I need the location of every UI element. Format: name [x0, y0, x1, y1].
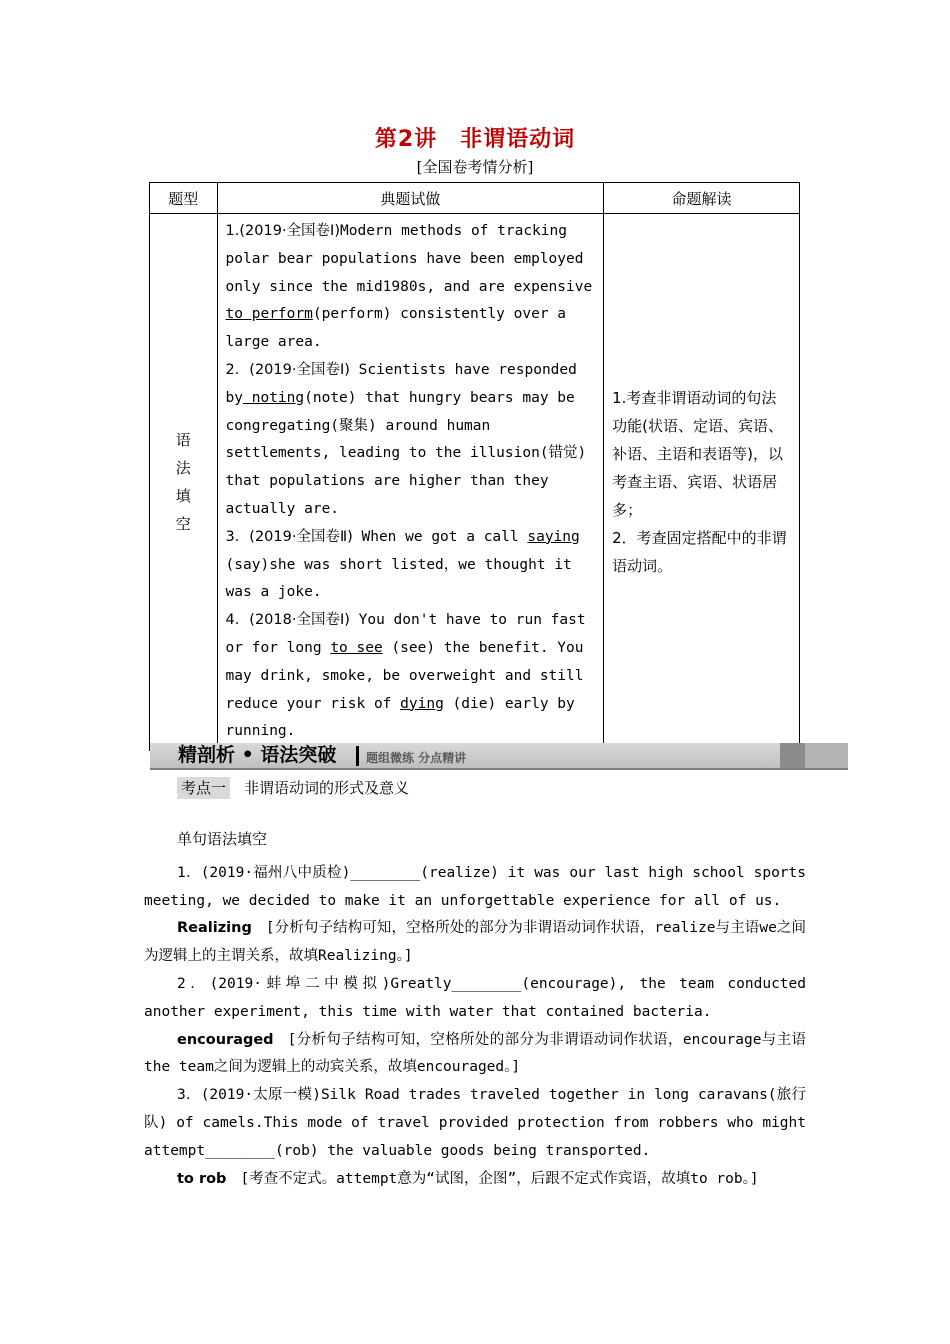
header-questions: 典题试做 — [217, 183, 604, 214]
banner-rule — [150, 768, 848, 770]
answer-key: encouraged — [177, 1031, 274, 1048]
type-char: 空 — [175, 515, 191, 534]
question-item: 2．(2019·全国卷Ⅰ) Scientists have responded by noting(note) that hungry bears may be congregating(聚集) around human settlements, leading to the illusion(错觉) that populations are higher than they actually are. — [225, 361, 587, 517]
page-title: 第2讲 非谓语动词 — [374, 127, 576, 152]
key-point-label: 考点一 — [177, 777, 230, 799]
questions-cell — [217, 214, 604, 751]
answer-explanation: [分析句子结构可知，空格所处的部分为非谓语动词作状语，realize与主语we之间为逻辑上的主谓关系，故填Realizing。] — [144, 920, 806, 965]
exercise-answer — [144, 1166, 806, 1194]
page-subtitle: [全国卷考情分析] — [416, 158, 534, 176]
exercise-question: 2．(2019·蚌埠二中模拟)Greatly________(encourage), the team conducted another experiment, this time with water that contained bacteria. — [144, 975, 806, 1020]
exercise-question: 3．(2019·太原一模)Silk Road trades traveled together in long caravans(旅行队) of camels.This mode of travel provided protection from robbers who might attempt________(rob) the valuable goods being transported. — [144, 1087, 806, 1159]
answer-text: dying — [400, 695, 444, 712]
type-label — [174, 426, 192, 538]
answer-text: noting — [243, 389, 305, 406]
section-banner — [150, 743, 848, 770]
banner-title: 精剖析 • 语法突破 — [178, 744, 337, 766]
analysis-item: 1.考查非谓语动词的句法功能(状语、定语、宾语、补语、主语和表语等)，以考查主语、宾语、状语居多； — [612, 389, 783, 520]
answer-explanation: [考查不定式。attempt意为“试图，企图”，后跟不定式作宾语，故填to rob。] — [240, 1170, 759, 1187]
type-char: 填 — [175, 487, 191, 506]
analysis-cell — [604, 214, 800, 751]
key-point-text: 非谓语动词的形式及意义 — [244, 779, 410, 797]
type-char: 法 — [175, 459, 191, 478]
answer-key: to rob — [177, 1170, 227, 1187]
banner-light-block — [805, 743, 848, 768]
table-row — [150, 214, 800, 751]
section-heading: 单句语法填空 — [177, 830, 268, 848]
analysis-item: 2．考查固定搭配中的非谓语动词。 — [612, 529, 787, 576]
banner-tagline: 题组微练 分点精讲 — [366, 751, 467, 765]
header-type: 题型 — [150, 183, 218, 214]
answer-key: Realizing — [177, 920, 252, 937]
type-cell — [150, 214, 218, 751]
banner-separator — [356, 746, 359, 766]
exercise-question: 1．(2019·福州八中质检)________(realize) it was our last high school sports meeting, we decided to make it an unforgettable experience for all of us. — [144, 864, 806, 909]
key-point-heading — [177, 777, 409, 798]
exercise-section — [144, 826, 806, 1193]
table-header-row — [150, 183, 800, 214]
exercise-answer — [144, 1027, 806, 1083]
exam-analysis-table — [149, 182, 800, 751]
exercise-answer — [144, 915, 806, 971]
type-char: 语 — [175, 431, 191, 450]
answer-text: to see — [330, 639, 383, 656]
header-analysis: 命题解读 — [604, 183, 800, 214]
question-item: 3．(2019·全国卷Ⅱ) When we got a call saying (say)she was short listed，we thought it was a joke. — [225, 528, 580, 601]
answer-text: to perform — [225, 306, 313, 323]
question-item: 4．(2018·全国卷Ⅰ) You don't have to run fast or for long to see (see) the benefit. You may drink, smoke, be overweight and still reduce your risk of dying (die) early by running. — [225, 612, 586, 740]
question-item: 1.(2019·全国卷Ⅰ)Modern methods of tracking polar bear populations have been employed only since the mid1980s, and are expensive to perform(perform) consistently over a large area. — [225, 223, 593, 351]
answer-explanation: [分析句子结构可知，空格所处的部分为非谓语动词作状语，encourage与主语the team之间为逻辑上的动宾关系，故填encouraged。] — [144, 1031, 806, 1076]
answer-text: saying — [527, 528, 580, 545]
